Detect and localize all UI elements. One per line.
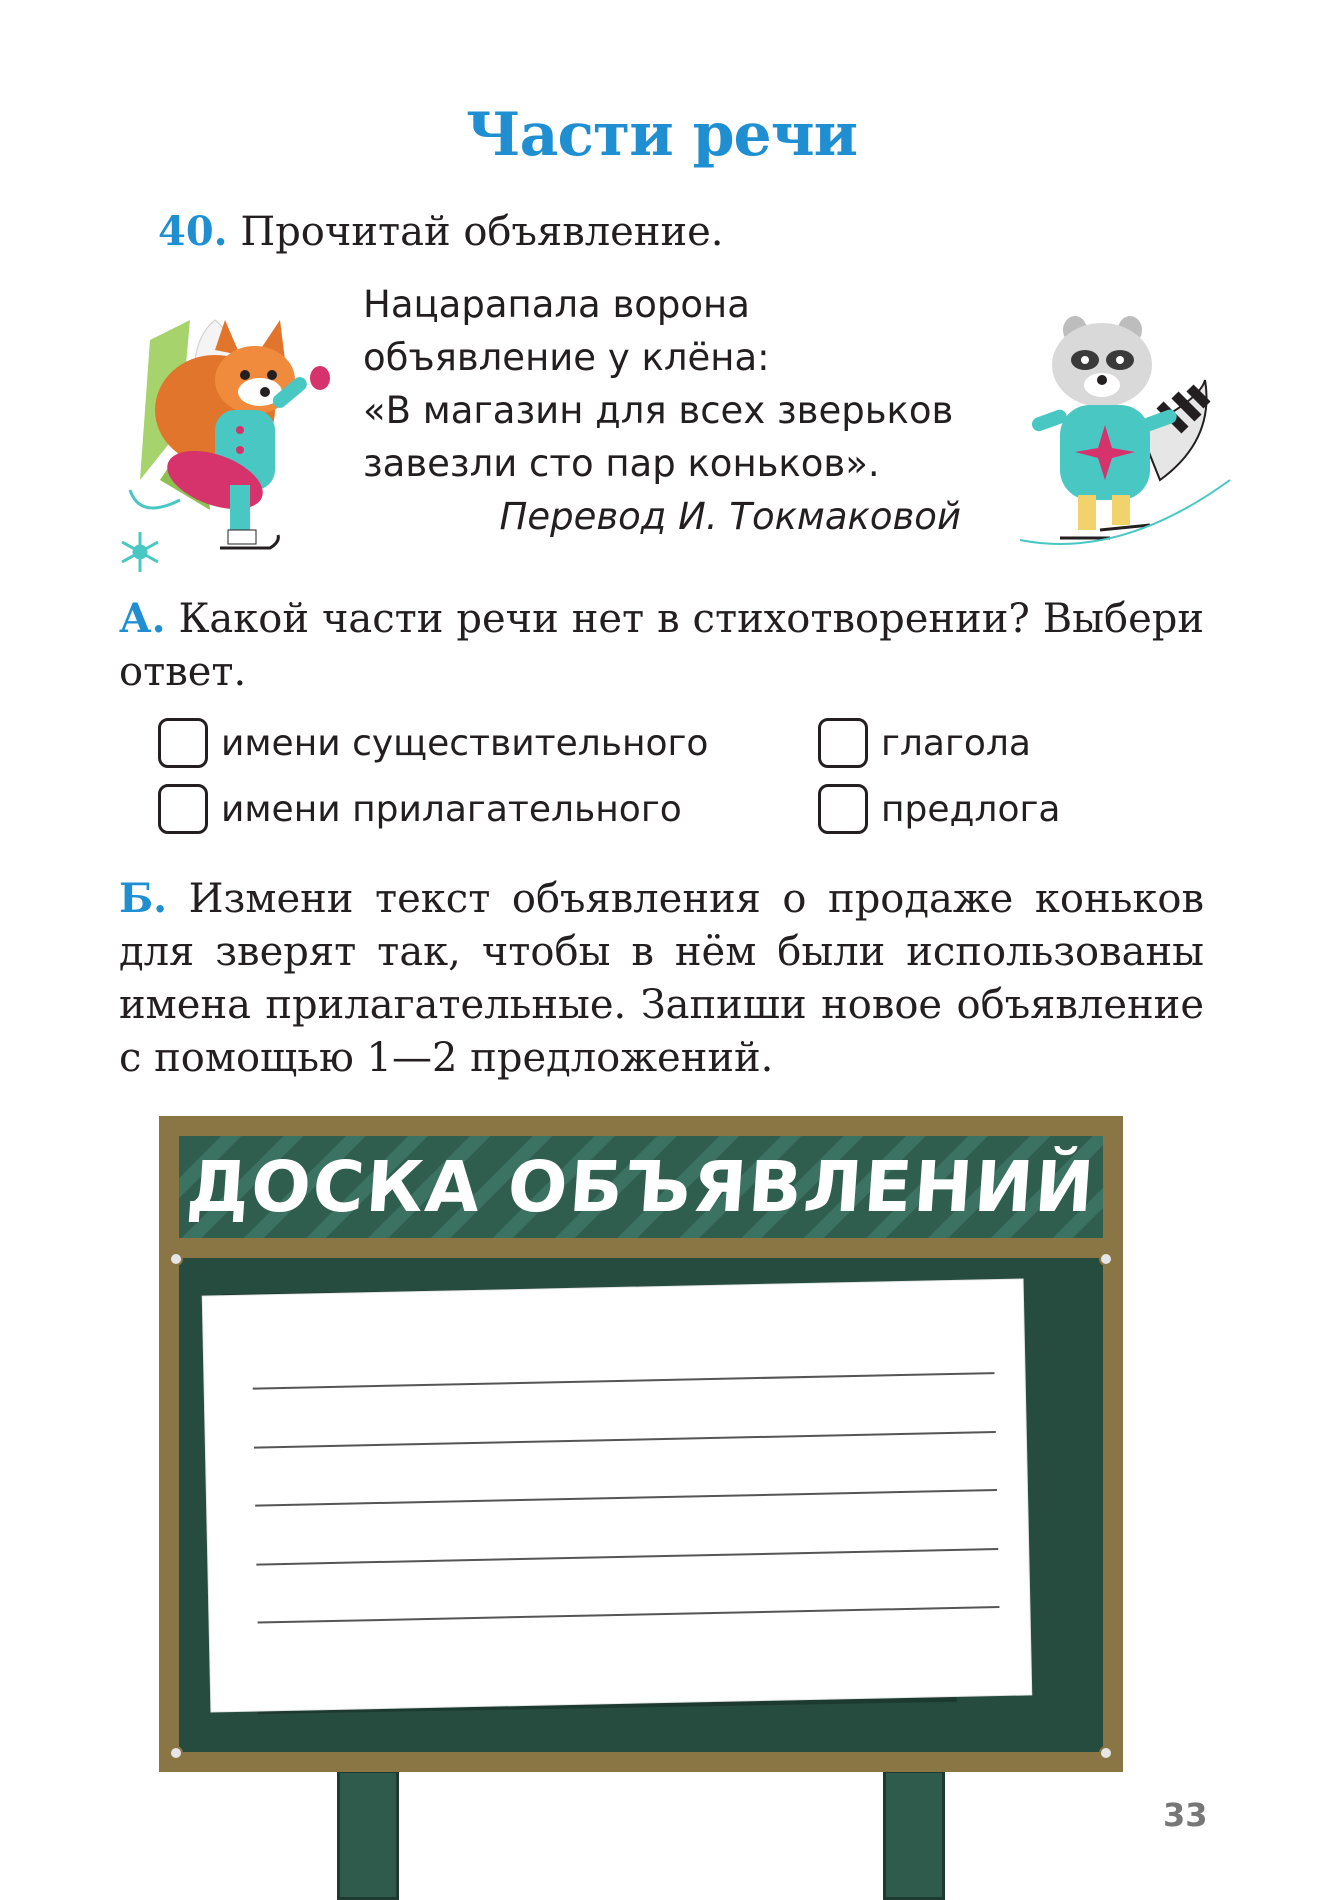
snowflake-icon (118, 530, 162, 574)
answer-option-label: предлога (881, 788, 1061, 830)
poem (363, 278, 963, 543)
writing-line[interactable] (253, 1372, 995, 1390)
board-header (179, 1136, 1103, 1238)
writing-line[interactable] (256, 1548, 998, 1566)
answer-option-label: глагола (881, 722, 1031, 764)
page-number: 33 (1163, 1796, 1208, 1834)
writing-line[interactable] (254, 1431, 996, 1449)
poem-line: завезли сто пар коньков». (363, 442, 880, 485)
raccoon-skater-icon (1000, 280, 1240, 560)
task-instruction: Прочитай объявление. (240, 209, 724, 255)
answer-checkbox[interactable] (158, 718, 208, 768)
poem-line: объявление у клёна: (363, 336, 770, 379)
question-b-marker: Б. (119, 875, 168, 922)
poem-line: Нацарапала ворона (363, 283, 750, 326)
board-post-right (883, 1770, 945, 1900)
answer-option-label: имени существительного (221, 722, 709, 764)
answer-checkbox[interactable] (818, 784, 868, 834)
screw (1099, 1746, 1113, 1760)
answer-sheet[interactable] (203, 1279, 1032, 1711)
board-title: ДОСКА ОБЪЯВЛЕНИЙ (183, 1146, 1099, 1228)
poem-line: «В магазин для всех зверьков (363, 389, 954, 432)
answer-checkbox[interactable] (158, 784, 208, 834)
answer-option[interactable] (158, 718, 708, 768)
screw (169, 1746, 183, 1760)
poem-author: Перевод И. Токмаковой (499, 495, 961, 538)
board-body (179, 1258, 1103, 1752)
answer-option[interactable] (818, 718, 1031, 768)
answer-option-label: имени прилагательного (221, 788, 682, 830)
question-a-marker: А. (119, 595, 166, 642)
question-a-text: Какой части речи нет в стихотворении? Выбери ответ. (119, 596, 1205, 695)
answer-option[interactable] (818, 784, 1060, 834)
notice-board (159, 1116, 1123, 1772)
task-heading (158, 208, 724, 255)
answer-checkbox[interactable] (818, 718, 868, 768)
writing-line[interactable] (255, 1489, 997, 1507)
task-number: 40. (158, 208, 228, 255)
question-a (119, 592, 1204, 699)
writing-line[interactable] (258, 1606, 1000, 1624)
page-title: Части речи (465, 100, 858, 170)
screw (1099, 1252, 1113, 1266)
question-b-text: Измени текст объявления о продаже коньков для зверят так, чтобы в нём были использованы имена прилагательные. Запиши новое объявление с помощью 1—2 предложений. (119, 876, 1204, 1081)
fox-skater-icon (120, 280, 360, 560)
answer-option[interactable] (158, 784, 682, 834)
board-post-left (337, 1770, 399, 1900)
question-b (119, 872, 1204, 1085)
screw (169, 1252, 183, 1266)
